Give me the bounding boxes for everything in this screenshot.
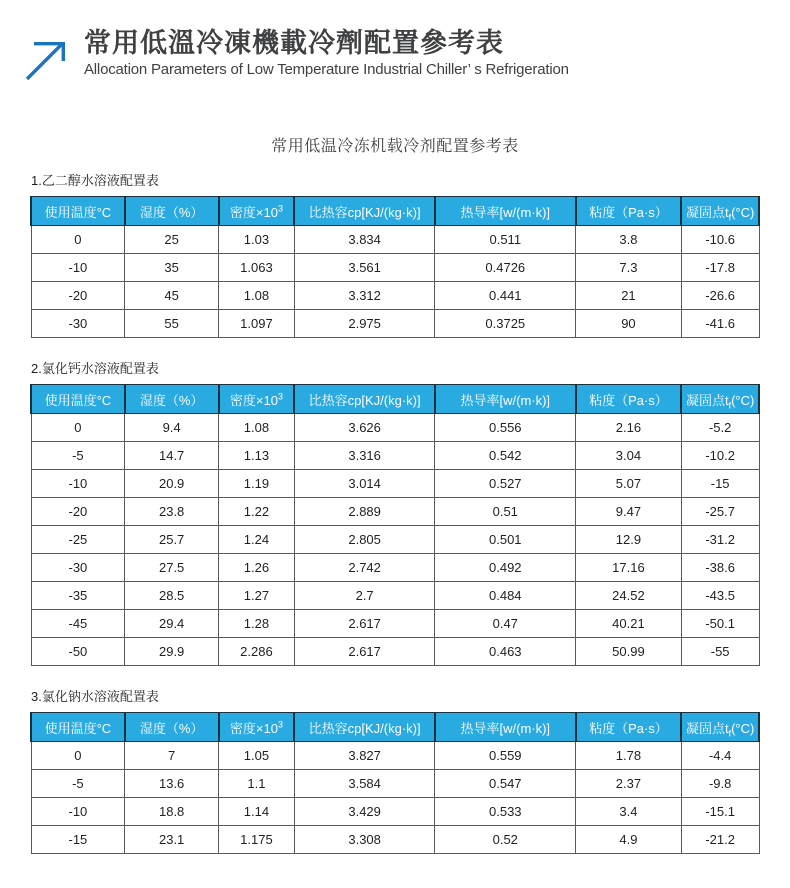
table-row xyxy=(31,310,759,338)
table-cell: 27.5 xyxy=(125,554,219,582)
table-cell: 2.286 xyxy=(219,638,295,666)
col-humidity: 湿度（%） xyxy=(125,385,219,414)
table-cell: 3.8 xyxy=(576,226,682,254)
table-cell: 0.492 xyxy=(435,554,576,582)
table-cell: 1.08 xyxy=(219,414,295,442)
col-density: 密度$\times 10^3$ xyxy=(219,197,295,226)
table-cell: -21.2 xyxy=(681,826,759,854)
table-row xyxy=(31,610,759,638)
table-cell: 3.04 xyxy=(576,442,682,470)
col-temperature: 使用温度°C xyxy=(31,197,125,226)
col-humidity: 湿度（%） xyxy=(125,713,219,742)
table-cell: 23.1 xyxy=(125,826,219,854)
table-cell: 3.626 xyxy=(294,414,435,442)
section-calcium-chloride xyxy=(30,358,760,666)
table-cell: 7 xyxy=(125,742,219,770)
doc-title: 常用低温冷冻机载冷剂配置参考表 xyxy=(271,138,519,155)
table-cell: 2.7 xyxy=(294,582,435,610)
table-cell: 0.463 xyxy=(435,638,576,666)
table-cell: 50.99 xyxy=(576,638,682,666)
sodium-chloride-table xyxy=(30,712,760,854)
table-cell: 0.484 xyxy=(435,582,576,610)
table-cell: 25.7 xyxy=(125,526,219,554)
table-cell: -20 xyxy=(31,282,125,310)
table-cell: -15.1 xyxy=(681,798,759,826)
table-cell: -38.6 xyxy=(681,554,759,582)
table-cell: 2.617 xyxy=(294,610,435,638)
table-row xyxy=(31,526,759,554)
table-cell: -10 xyxy=(31,470,125,498)
table-cell: 29.4 xyxy=(125,610,219,638)
col-thermal-conductivity: 热导率[w/(m·k)] xyxy=(435,713,576,742)
table-cell: 20.9 xyxy=(125,470,219,498)
table-cell: 0.547 xyxy=(435,770,576,798)
table-cell: 7.3 xyxy=(576,254,682,282)
table-cell: 1.1 xyxy=(219,770,295,798)
col-specific-heat: 比热容cp[KJ/(kg·k)] xyxy=(294,197,435,226)
table-row xyxy=(31,582,759,610)
col-freezing-point: 凝固点$t_f(^\circ C)$ xyxy=(681,197,759,226)
table-cell: 2.889 xyxy=(294,498,435,526)
table-cell: 3.584 xyxy=(294,770,435,798)
table-cell: -35 xyxy=(31,582,125,610)
table-cell: 0.4726 xyxy=(435,254,576,282)
table-row xyxy=(31,638,759,666)
table-cell: -43.5 xyxy=(681,582,759,610)
table-cell: 0.527 xyxy=(435,470,576,498)
table-cell: 3.429 xyxy=(294,798,435,826)
table-cell: 90 xyxy=(576,310,682,338)
table-cell: -10 xyxy=(31,254,125,282)
table-cell: 14.7 xyxy=(125,442,219,470)
table-cell: 9.4 xyxy=(125,414,219,442)
page-header xyxy=(0,0,790,82)
table-cell: 0.51 xyxy=(435,498,576,526)
col-density: 密度$\times 10^3$ xyxy=(219,385,295,414)
table-cell: 1.08 xyxy=(219,282,295,310)
table-cell: 0 xyxy=(31,414,125,442)
table-cell: 0.542 xyxy=(435,442,576,470)
table-cell: 3.561 xyxy=(294,254,435,282)
table-cell: 29.9 xyxy=(125,638,219,666)
table-cell: 1.24 xyxy=(219,526,295,554)
table-row xyxy=(31,770,759,798)
table-cell: 1.28 xyxy=(219,610,295,638)
table-cell: -10.6 xyxy=(681,226,759,254)
section-label: 2.氯化钙水溶液配置表 xyxy=(31,361,159,376)
table-cell: 25 xyxy=(125,226,219,254)
table-cell: 18.8 xyxy=(125,798,219,826)
table-cell: -17.8 xyxy=(681,254,759,282)
table-cell: 4.9 xyxy=(576,826,682,854)
table-cell: -45 xyxy=(31,610,125,638)
col-temperature: 使用温度°C xyxy=(31,713,125,742)
table-row xyxy=(31,554,759,582)
header-text-block xyxy=(84,27,569,79)
table-row xyxy=(31,498,759,526)
table-cell: -20 xyxy=(31,498,125,526)
table-cell: 0.559 xyxy=(435,742,576,770)
col-freezing-point: 凝固点$t_f(^\circ C)$ xyxy=(681,385,759,414)
table-row xyxy=(31,798,759,826)
table-cell: 23.8 xyxy=(125,498,219,526)
table-cell: -30 xyxy=(31,310,125,338)
table-cell: 3.827 xyxy=(294,742,435,770)
table-row xyxy=(31,442,759,470)
table-cell: -5.2 xyxy=(681,414,759,442)
section-label: 1.乙二醇水溶液配置表 xyxy=(31,173,159,188)
table-cell: 2.617 xyxy=(294,638,435,666)
col-viscosity: 粘度（Pa·s） xyxy=(576,385,682,414)
table-cell: -4.4 xyxy=(681,742,759,770)
table-cell: -41.6 xyxy=(681,310,759,338)
ethylene-glycol-table xyxy=(30,196,760,338)
table-header-row xyxy=(31,385,759,414)
table-row xyxy=(31,470,759,498)
table-cell: 1.03 xyxy=(219,226,295,254)
col-freezing-point: 凝固点$t_f(^\circ C)$ xyxy=(681,713,759,742)
col-temperature: 使用温度°C xyxy=(31,385,125,414)
table-cell: 1.063 xyxy=(219,254,295,282)
table-cell: 1.13 xyxy=(219,442,295,470)
table-cell: 13.6 xyxy=(125,770,219,798)
table-cell: 1.19 xyxy=(219,470,295,498)
table-cell: 1.27 xyxy=(219,582,295,610)
table-cell: 24.52 xyxy=(576,582,682,610)
table-cell: 0 xyxy=(31,226,125,254)
table-cell: 1.22 xyxy=(219,498,295,526)
table-cell: 0.511 xyxy=(435,226,576,254)
section-sodium-chloride xyxy=(30,686,760,854)
table-cell: 2.975 xyxy=(294,310,435,338)
table-cell: 2.37 xyxy=(576,770,682,798)
table-cell: 35 xyxy=(125,254,219,282)
table-cell: 0.441 xyxy=(435,282,576,310)
table-cell: -25 xyxy=(31,526,125,554)
table-cell: 1.14 xyxy=(219,798,295,826)
table-cell: -50.1 xyxy=(681,610,759,638)
col-density: 密度$\times 10^3$ xyxy=(219,713,295,742)
page-title: 常用低溫冷凍機載冷劑配置參考表 xyxy=(84,28,504,58)
table-cell: -25.7 xyxy=(681,498,759,526)
table-cell: 0.533 xyxy=(435,798,576,826)
table-cell: 55 xyxy=(125,310,219,338)
table-row xyxy=(31,742,759,770)
table-cell: 2.805 xyxy=(294,526,435,554)
table-cell: -5 xyxy=(31,770,125,798)
table-cell: 0.556 xyxy=(435,414,576,442)
table-cell: -55 xyxy=(681,638,759,666)
section-ethylene-glycol xyxy=(30,170,760,338)
table-cell: 2.16 xyxy=(576,414,682,442)
table-cell: 0.47 xyxy=(435,610,576,638)
table-cell: -5 xyxy=(31,442,125,470)
table-cell: 0.52 xyxy=(435,826,576,854)
table-cell: 17.16 xyxy=(576,554,682,582)
col-thermal-conductivity: 热导率[w/(m·k)] xyxy=(435,197,576,226)
table-cell: -15 xyxy=(31,826,125,854)
table-row xyxy=(31,282,759,310)
table-cell: 1.26 xyxy=(219,554,295,582)
table-cell: 0.501 xyxy=(435,526,576,554)
table-cell: 40.21 xyxy=(576,610,682,638)
table-cell: 3.014 xyxy=(294,470,435,498)
table-cell: -50 xyxy=(31,638,125,666)
table-cell: 2.742 xyxy=(294,554,435,582)
page-subtitle: Allocation Parameters of Low Temperature Industrial Chiller’ s Refrigeration xyxy=(84,61,569,78)
table-cell: -15 xyxy=(681,470,759,498)
table-cell: 21 xyxy=(576,282,682,310)
table-cell: -26.6 xyxy=(681,282,759,310)
table-cell: 1.097 xyxy=(219,310,295,338)
table-cell: 45 xyxy=(125,282,219,310)
table-cell: -10 xyxy=(31,798,125,826)
col-specific-heat: 比热容cp[KJ/(kg·k)] xyxy=(294,385,435,414)
calcium-chloride-table xyxy=(30,384,760,666)
table-cell: 12.9 xyxy=(576,526,682,554)
arrow-up-right-icon xyxy=(24,36,72,82)
table-cell: 28.5 xyxy=(125,582,219,610)
table-cell: -31.2 xyxy=(681,526,759,554)
col-thermal-conductivity: 热导率[w/(m·k)] xyxy=(435,385,576,414)
table-cell: 3.308 xyxy=(294,826,435,854)
table-cell: -30 xyxy=(31,554,125,582)
col-specific-heat: 比热容cp[KJ/(kg·k)] xyxy=(294,713,435,742)
col-humidity: 湿度（%） xyxy=(125,197,219,226)
table-cell: 3.4 xyxy=(576,798,682,826)
table-row xyxy=(31,826,759,854)
table-cell: 1.05 xyxy=(219,742,295,770)
table-cell: 3.316 xyxy=(294,442,435,470)
table-cell: 1.175 xyxy=(219,826,295,854)
table-header-row xyxy=(31,713,759,742)
table-cell: -9.8 xyxy=(681,770,759,798)
table-cell: 3.834 xyxy=(294,226,435,254)
table-cell: 0 xyxy=(31,742,125,770)
table-cell: 3.312 xyxy=(294,282,435,310)
table-row xyxy=(31,254,759,282)
table-header-row xyxy=(31,197,759,226)
table-row xyxy=(31,226,759,254)
section-label: 3.氯化钠水溶液配置表 xyxy=(31,689,159,704)
table-cell: -10.2 xyxy=(681,442,759,470)
col-viscosity: 粘度（Pa·s） xyxy=(576,713,682,742)
table-cell: 0.3725 xyxy=(435,310,576,338)
table-row xyxy=(31,414,759,442)
table-cell: 9.47 xyxy=(576,498,682,526)
col-viscosity: 粘度（Pa·s） xyxy=(576,197,682,226)
table-cell: 5.07 xyxy=(576,470,682,498)
table-cell: 1.78 xyxy=(576,742,682,770)
